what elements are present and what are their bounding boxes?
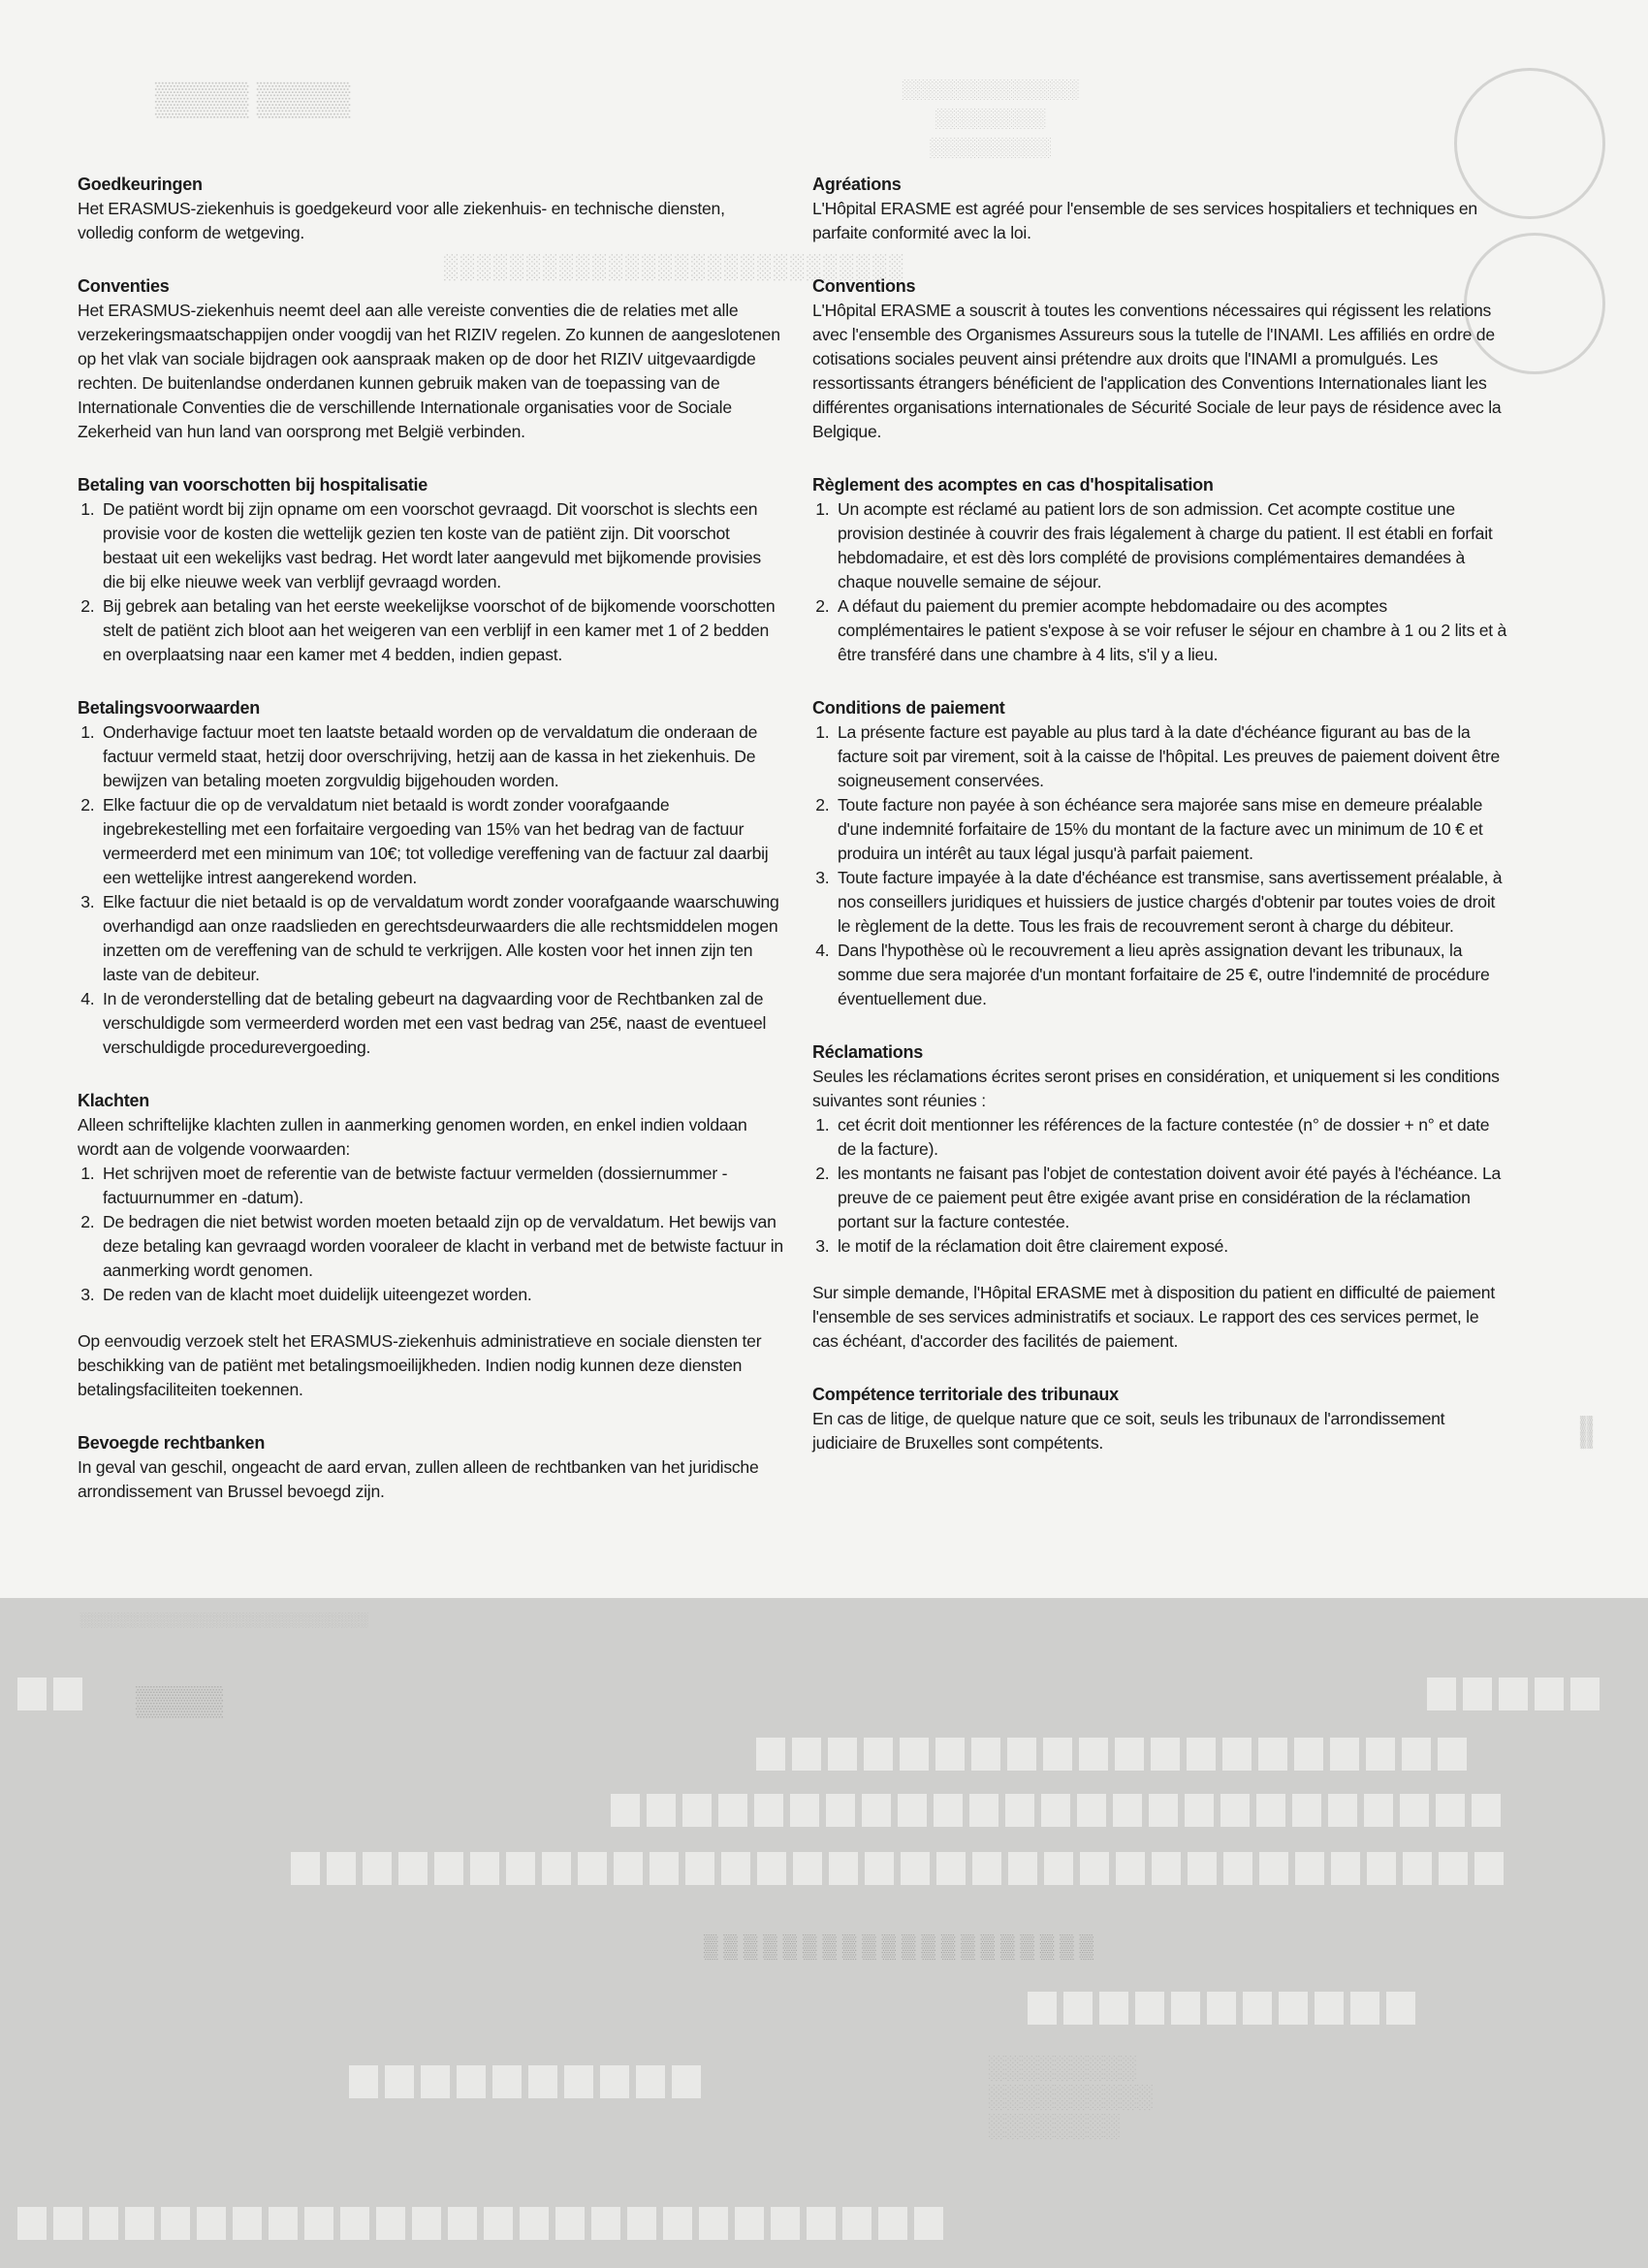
list-item: 1. Onderhavige factuur moet ten laatste betaald worden op de vervaldatum die onderaan de factuur vermeld staat, hetzij door overschrijving, hetzij aan de kassa in het ziekenhuis. De bewijzen van betaling moeten zorgvuldig bijgehouden worden. xyxy=(99,720,783,793)
section-agreations xyxy=(812,173,1508,245)
section-paragraph: Het ERASMUS-ziekenhuis is goedgekeurd voor alle ziekenhuis- en technische diensten, volledig conform de wetgeving. xyxy=(78,199,725,242)
list-item: 2. Elke factuur die op de vervaldatum niet betaald is wordt zonder voorafgaande ingebrekestelling met een forfaitaire vergoeding van 15% van het bedrag van de factuur vermeerderd met een minimum van 10€; tot volledige vereffening van de factuur zal daarbij een wettelijke intrest aangerekend worden. xyxy=(99,793,783,890)
section-paragraph: In geval van geschil, ongeacht de aard ervan, zullen alleen de rechtbanken van het juridische arrondissement van Brussel bevoegd zijn. xyxy=(78,1457,759,1501)
list-item: 4. Dans l'hypothèse où le recouvrement a lieu après assignation devant les tribunaux, la somme due sera majorée d'un montant forfaitaire de 25 €, outre l'indemnité de procédure éventuellement due. xyxy=(834,939,1508,1011)
slip-amount-show-through: ▒▒▒▒▒ xyxy=(136,1687,224,1720)
section-heading: Conventies xyxy=(78,276,170,296)
numbered-list xyxy=(78,1162,783,1307)
list-item: 2. Bij gebrek aan betaling van het eerste weekelijkse voorschot of de bijkomende voorschotten stelt de patiënt zich bloot aan het weigeren van een verblijf in een kamer met 1 of 2 bedden en overplaatsing naar een kamer met 4 bedden, indien gepast. xyxy=(99,594,783,667)
conditions-column-nl xyxy=(78,173,783,1533)
section-conventies xyxy=(78,274,783,444)
section-goedkeuringen xyxy=(78,173,783,245)
section-heading: Klachten xyxy=(78,1091,150,1110)
list-item: 1. De patiënt wordt bij zijn opname om een voorschot gevraagd. Dit voorschot is slechts een provisie voor de kosten die wettelijk gezien ten koste van de patiënt zijn. Dit voorschot bestaat uit een wekelijks vast bedrag. Het wordt later aangevuld met bijkomende provisies die bij elke nieuwe week van verblijf gevraagd worden. xyxy=(99,497,783,594)
section-heading: Réclamations xyxy=(812,1042,924,1062)
slip-box-row xyxy=(17,1677,82,1710)
list-item: 1. cet écrit doit mentionner les références de la facture contestée (n° de dossier + n° et date de la facture). xyxy=(834,1113,1508,1162)
section-heading: Bevoegde rechtbanken xyxy=(78,1433,266,1453)
list-item: 3. De reden van de klacht moet duidelijk uiteengezet worden. xyxy=(99,1283,783,1307)
section-klachten xyxy=(78,1089,783,1402)
section-reglement-des-acomptes-en-cas-d-hospitalisation xyxy=(812,473,1508,667)
section-paragraph: Op eenvoudig verzoek stelt het ERASMUS-ziekenhuis administratieve en sociale diensten ter beschikking van de patiënt met betalingsmoeilijkheden. Indien nodig kunnen deze diensten betalingsfaciliteiten toekennen. xyxy=(78,1331,762,1399)
numbered-list xyxy=(78,720,783,1060)
list-item: 2. De bedragen die niet betwist worden moeten betaald zijn op de vervaldatum. Het bewijs van deze betaling kan gevraagd worden vooraleer de klacht in verband met de betwiste factuur in aanmerking wordt genomen. xyxy=(99,1210,783,1283)
slip-box-row xyxy=(17,2207,943,2240)
slip-address-show-through: ░░░░░░░░░ ░░░░░░░░░░ ░░░░░░░░ xyxy=(989,2055,1155,2139)
slip-box-row xyxy=(1028,1992,1415,2025)
section-competence-territoriale-des-tribunaux xyxy=(812,1383,1508,1455)
list-item: 3. Elke factuur die niet betaald is op de vervaldatum wordt zonder voorafgaande waarschuwing overhandigd aan onze raadslieden en gerechtsdeurwaarders die alle rechtsmiddelen mogen inzetten om de vereffening van de schuld te verkrijgen. Alle kosten voor het innen zijn ten laste van de debiteur. xyxy=(99,890,783,987)
section-paragraph: L'Hôpital ERASME a souscrit à toutes les conventions nécessaires qui régissent les relations avec l'ensemble des Organismes Assureurs sous la tutelle de l'INAMI. Les affiliés en ordre de cotisations sociales peuvent ainsi prétendre aux droits que l'INAMI a promulgués. Les ressortissants étrangers bénéficient de l'application des Conventions Internationales liant les différentes organisations internationales de Sécurité Sociale de leur pays de résidence avec la Belgique. xyxy=(812,301,1502,441)
list-item: 4. In de veronderstelling dat de betaling gebeurt na dagvaarding voor de Rechtbanken zal de verschuldigde som vermeerderd worden met een vast bedrag van 25€, naast de eventueel verschuldigde procedurevergoeding. xyxy=(99,987,783,1060)
section-conventions xyxy=(812,274,1508,444)
section-heading: Compétence territoriale des tribunaux xyxy=(812,1385,1119,1404)
numbered-list xyxy=(812,497,1508,667)
section-betalingsvoorwaarden xyxy=(78,696,783,1060)
list-item: 2. A défaut du paiement du premier acompte hebdomadaire ou des acomptes complémentaires le patient s'expose à se voir refuser le séjour en chambre à 1 ou 2 lits et à être transféré dans une chambre à 4 lits, s'il y a lieu. xyxy=(834,594,1508,667)
side-margin-code: ▒▒▒▒ xyxy=(1580,1416,1594,1450)
section-reclamations xyxy=(812,1040,1508,1354)
section-heading: Betalingsvoorwaarden xyxy=(78,698,261,718)
section-paragraph: Alleen schriftelijke klachten zullen in aanmerking genomen worden, en enkel indien voldaan wordt aan de volgende voorwaarden: xyxy=(78,1115,747,1159)
section-heading: Conventions xyxy=(812,276,916,296)
section-conditions-de-paiement xyxy=(812,696,1508,1011)
numbered-list xyxy=(78,497,783,667)
show-through-date: ▒▒▒▒ ▒▒▒▒ xyxy=(155,81,351,117)
section-heading: Règlement des acomptes en cas d'hospitalisation xyxy=(812,475,1214,495)
list-item: 3. Toute facture impayée à la date d'échéance est transmise, sans avertissement préalable, à nos conseillers juridiques et huissiers de justice chargés d'obtenir par toutes voies de droit le règlement de la dette. Tous les frais de recouvrement seront à charge du débiteur. xyxy=(834,866,1508,939)
show-through-address: ░░░░░░░░░░░░░░░░ ░░░░░░░░░░ ░░░░░░░░░░░ xyxy=(902,80,1079,159)
conditions-column-fr xyxy=(812,173,1508,1485)
numbered-list xyxy=(812,1113,1508,1259)
slip-box-row xyxy=(1427,1677,1600,1710)
slip-box-row xyxy=(349,2065,701,2098)
list-item: 3. le motif de la réclamation doit être clairement exposé. xyxy=(834,1234,1508,1259)
section-heading: Betaling van voorschotten bij hospitalisatie xyxy=(78,475,428,495)
section-paragraph: L'Hôpital ERASME est agréé pour l'ensemble de ses services hospitaliers et techniques en parfaite conformité avec la loi. xyxy=(812,199,1477,242)
list-item: 1. Un acompte est réclamé au patient lors de son admission. Cet acompte costitue une provision destinée à couvrir des frais légalement à charge du patient. Il est établi en forfait hebdomadaire, et est dès lors complété de provisions complémentaires demandées à chaque nouvelle semaine de séjour. xyxy=(834,497,1508,594)
section-heading: Conditions de paiement xyxy=(812,698,1005,718)
section-betaling-van-voorschotten-bij-hospitalisatie xyxy=(78,473,783,667)
slip-box-row xyxy=(611,1794,1501,1827)
list-item: 1. La présente facture est payable au plus tard à la date d'échéance figurant au bas de la facture soit par virement, soit à la caisse de l'hôpital. Les preuves de paiement doivent être soigneusement conservées. xyxy=(834,720,1508,793)
show-through-title: ░░░░░░░░░░░░░░░░░░░░░░░░░░░░ xyxy=(441,254,903,282)
numbered-list xyxy=(812,720,1508,1011)
section-paragraph: En cas de litige, de quelque nature que ce soit, seuls les tribunaux de l'arrondissement judiciaire de Bruxelles sont compétents. xyxy=(812,1409,1445,1453)
section-paragraph: Sur simple demande, l'Hôpital ERASME met à disposition du patient en difficulté de paiement l'ensemble de ses services administratifs et sociaux. Le rapport des ces services permet, le cas échéant, d'accorder des facilités de paiement. xyxy=(812,1283,1495,1351)
list-item: 2. Toute facture non payée à son échéance sera majorée sans mise en demeure préalable d'une indemnité forfaitaire de 15% du montant de la facture avec un minimum de 10 € et produira un intérêt au taux légal jusqu'à parfait paiement. xyxy=(834,793,1508,866)
slip-reference-show-through: ▒▒▒▒▒▒▒▒▒▒▒▒▒▒▒▒▒▒▒▒ xyxy=(698,1935,1094,1962)
section-heading: Agréations xyxy=(812,175,902,194)
slip-box-row xyxy=(756,1738,1467,1771)
payment-slip-area xyxy=(0,1598,1648,2268)
section-bevoegde-rechtbanken xyxy=(78,1431,783,1504)
slip-box-row xyxy=(291,1852,1504,1885)
section-paragraph: Het ERASMUS-ziekenhuis neemt deel aan alle vereiste conventies die de relaties met alle verzekeringsmaatschappijen onder voogdij van het RIZIV regelen. Zo kunnen de aangeslotenen op het vlak van sociale bijdragen ook aanspraak maken op de door het RIZIV uitgevaardigde rechten. De buitenlandse onderdanen kunnen gebruik maken van de toepassing van de Internationale Conventies die de verschillende Internationale organisaties voor de Sociale Zekerheid van hun land van oorsprong met België verbinden. xyxy=(78,301,780,441)
section-heading: Goedkeuringen xyxy=(78,175,203,194)
list-item: 2. les montants ne faisant pas l'objet de contestation doivent avoir été payés à l'échéance. La preuve de ce paiement peut être exigée avant prise en considération de la réclamation portant sur la facture contestée. xyxy=(834,1162,1508,1234)
slip-header-line: ░░░░░░░░░░░░░░░░░░░░░░░░░░░░░░ xyxy=(79,1612,368,1627)
list-item: 1. Het schrijven moet de referentie van de betwiste factuur vermelden (dossiernummer - factuurnummer en -datum). xyxy=(99,1162,783,1210)
section-paragraph: Seules les réclamations écrites seront prises en considération, et uniquement si les conditions suivantes sont réunies : xyxy=(812,1067,1500,1110)
